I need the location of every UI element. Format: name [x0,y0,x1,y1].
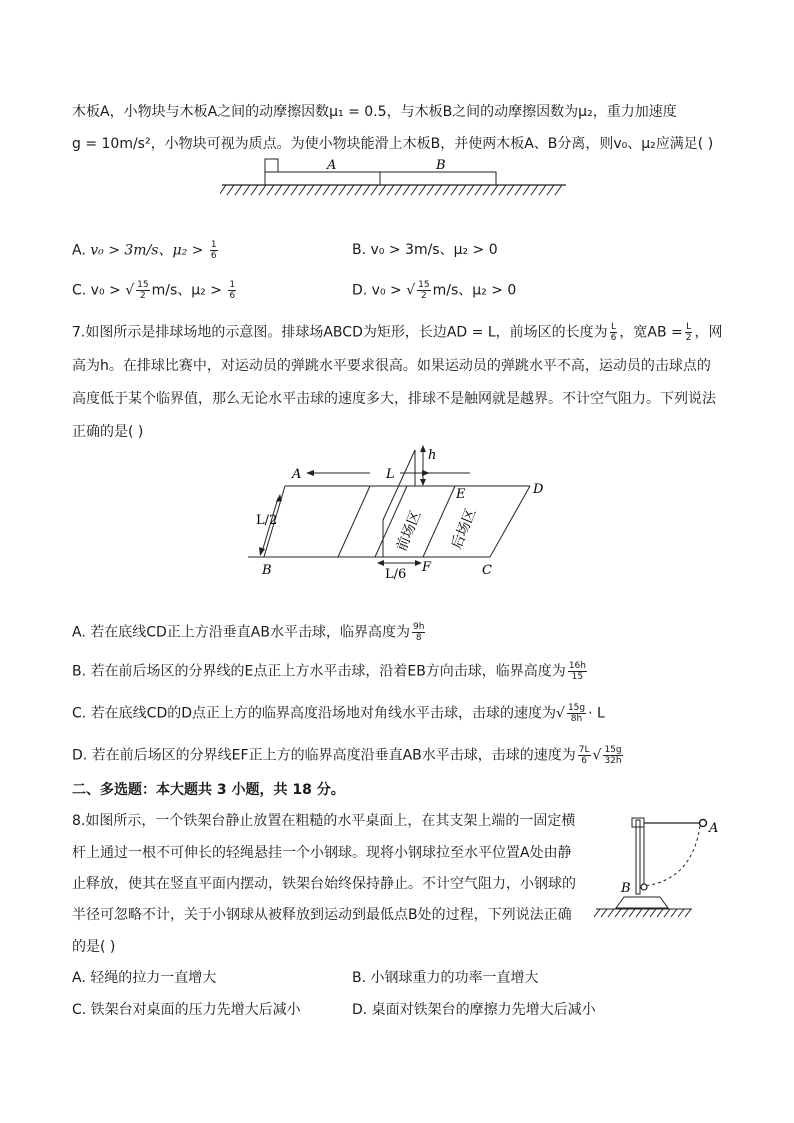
ground-hatch [475,185,482,195]
court-label-b: B [262,563,272,578]
ground-hatch [339,185,346,195]
ground-hatch [403,185,410,195]
ground-hatch [427,185,434,195]
q7-option-c[interactable]: C. 若在底线CD的D点正上方的临界高度沿场地对角线水平击球，击球的速度为√ $\frac{15g}{8h}$ · L [72,703,605,724]
ground-hatch [283,185,290,195]
ball-position-a-label: A [709,821,719,836]
table-hatch [622,909,628,917]
court-label-l-half: L/2 [256,513,278,528]
ground-hatch [515,185,522,195]
q6-boards-figure [220,154,570,200]
court-label-l: L [386,467,395,482]
ground-hatch [331,185,338,195]
ground-hatch [547,185,554,195]
ground-hatch [323,185,330,195]
ground-hatch [371,185,378,195]
q6-option-a[interactable]: A. v₀ > 3m/s、μ₂ > $\frac{1}{6}$ [72,240,217,261]
q8-option-b[interactable]: B. 小钢球重力的功率一直增大 [352,970,539,986]
ground-hatch [387,185,394,195]
q8-stem-line-5: 的是( ) [72,939,116,955]
q7-stem-line-3: 高度低于某个临界值，那么无论水平击球的速度多大，排球不是触网就是越界。不计空气阻力。下列说法 [72,391,716,407]
q7-option-d[interactable]: D. 若在前后场区的分界线EF正上方的临界高度沿垂直AB水平击球，击球的速度为 $\frac{7L}{6}$ √ $\frac{15g}{32h}$ [72,745,622,766]
ground-hatch [315,185,322,195]
q8-stem-line-1: 8.如图所示，一个铁架台静止放置在粗糙的水平桌面上，在其支架上端的一固定横 [72,813,576,829]
ground-hatch [220,185,226,195]
ground-hatch [291,185,298,195]
ground-hatch [363,185,370,195]
ground-hatch [235,185,242,195]
ground-hatch [251,185,258,195]
q8-option-c[interactable]: C. 铁架台对桌面的压力先增大后减小 [72,1002,301,1018]
ground-hatch [523,185,530,195]
front-zone-label: 前场区 [393,508,425,554]
q7-option-a[interactable]: A. 若在底线CD正上方沿垂直AB水平击球，临界高度为 $\frac{9h}{8}$ [72,622,425,643]
table-hatch [594,909,600,917]
q6-stem-line-2: g = 10m/s²，小物块可视为质点。为使小物块能滑上木板B，并使两木板A、B分离，则v₀、μ₂应满足( ) [72,136,714,152]
ground-hatch [459,185,466,195]
table-hatch [636,909,642,917]
q6-option-c[interactable]: C. v₀ > √ $\frac{15}{2}$ m/s、μ₂ > $\frac{1}{6}$ [72,280,236,301]
ground-hatch [395,185,402,195]
section-2-heading: 二、多选题：本大题共 3 小题，共 18 分。 [72,782,345,798]
ground-hatch [307,185,314,195]
q8-iron-stand-figure [592,810,732,920]
ground-hatch [435,185,442,195]
ground-hatch [259,185,266,195]
ground-hatch [531,185,538,195]
q7-stem-line-4: 正确的是( ) [72,424,144,440]
ground-hatch [467,185,474,195]
court-label-d: D [533,482,544,497]
table-hatch [615,909,621,917]
ground-hatch [275,185,282,195]
ground-hatch [347,185,354,195]
q8-stem-line-2: 杆上通过一根不可伸长的轻绳悬挂一个小钢球。现将小钢球拉至水平位置A处由静 [72,845,572,861]
q7-stem-line-1: 7.如图所示是排球场地的示意图。排球场ABCD为矩形，长边AD = L，前场区的长度为 $\frac{L}{6}$ ，宽AB = $\frac{L}{2}$ ，网 [72,322,723,343]
q6-option-b[interactable]: B. v₀ > 3m/s、μ₂ > 0 [352,242,498,258]
ground-hatch [499,185,506,195]
q8-option-a[interactable]: A. 轻绳的拉力一直增大 [72,970,217,986]
q6-option-d[interactable]: D. v₀ > √ $\frac{15}{2}$ m/s、μ₂ > 0 [352,280,517,301]
court-label-l-sixth: L/6 [385,567,407,580]
table-hatch [643,909,649,917]
q8-stem-line-4: 半径可忽略不计，关于小钢球从被释放到运动到最低点B处的过程，下列说法正确 [72,907,572,923]
court-label-h: h [428,448,437,463]
table-hatch [608,909,614,917]
table-hatch [685,909,691,917]
table-hatch [629,909,635,917]
ground-hatch [491,185,498,195]
board-a-label: A [327,158,337,173]
ground-hatch [379,185,386,195]
q7-stem-line-2: 高为h。在排球比赛中，对运动员的弹跳水平要求很高。如果运动员的弹跳水平不高，运动员的击球点的 [72,358,711,374]
table-hatch [678,909,684,917]
ground-hatch [299,185,306,195]
ground-hatch [555,185,562,195]
ground-hatch [451,185,458,195]
ground-hatch [443,185,450,195]
board-b-label: B [436,158,446,173]
table-hatch [657,909,663,917]
table-hatch [671,909,677,917]
ground-hatch [243,185,250,195]
table-hatch [601,909,607,917]
ground-hatch [419,185,426,195]
court-label-f: F [422,560,432,575]
q8-option-d[interactable]: D. 桌面对铁架台的摩擦力先增大后减小 [352,1002,596,1018]
court-label-e: E [456,487,466,502]
q7-volleyball-court-figure [240,440,570,580]
ground-hatch [267,185,274,195]
ground-hatch [507,185,514,195]
q6-stem-line-1: 木板A，小物块与木板A之间的动摩擦因数μ₁ = 0.5，与木板B之间的动摩擦因数为μ₂，重力加速度 [72,104,677,120]
back-zone-label: 后场区 [448,506,480,552]
ground-hatch [355,185,362,195]
table-hatch [650,909,656,917]
ground-hatch [483,185,490,195]
q8-stem-line-3: 止释放，使其在竖直平面内摆动，铁架台始终保持静止。不计空气阻力，小钢球的 [72,876,576,892]
q7-option-b[interactable]: B. 若在前后场区的分界线的E点正上方水平击球，沿着EB方向击球，临界高度为 $\frac{16h}{15}$ [72,661,586,682]
ground-hatch [227,185,234,195]
ball-position-b-label: B [621,881,631,896]
ground-hatch [411,185,418,195]
table-hatch [664,909,670,917]
ground-hatch [539,185,546,195]
court-label-c: C [482,563,492,578]
court-label-a: A [292,467,302,482]
